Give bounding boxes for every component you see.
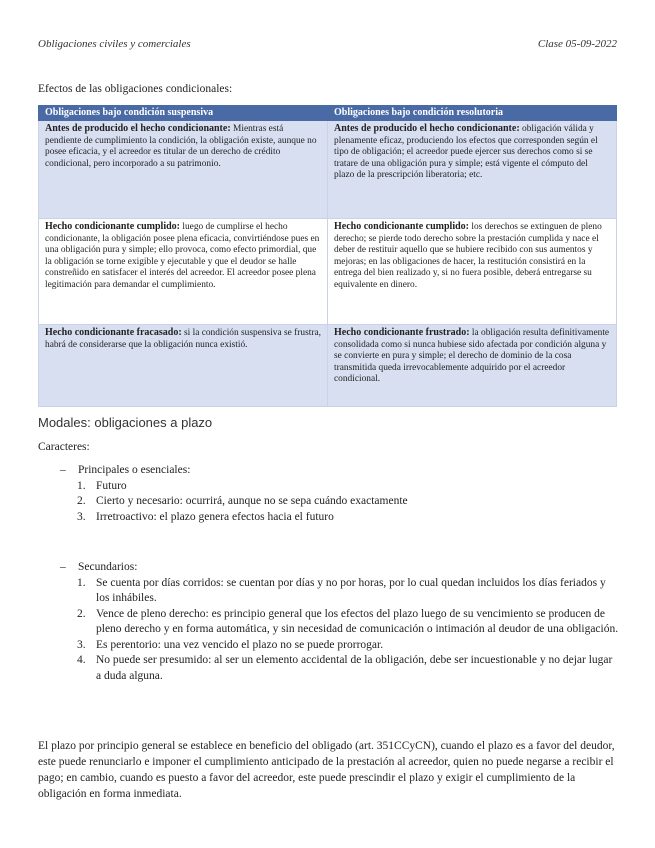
list-title: Secundarios: bbox=[78, 561, 138, 573]
list-item: 1. Se cuenta por días corridos: se cuentan por días y no por horas, por lo cual quedan incluidos los días feriados y los inhábiles. bbox=[77, 576, 606, 604]
cell-text: los derechos se extinguen de pleno derecho; se pierde todo derecho sobre la prestación cumplida y nace el deber de restituir aquello que se hubiere recibido con sus aumentos y mejoras; en las obligaciones de hacer, la restitución consistirá en la entrega del bien realizado y, si no fuera posible, deberá entregarse su equivalente en dinero. bbox=[334, 222, 602, 290]
cell-text: si la condición suspensiva se frustra, habrá de considerarse que la obligación nunca existió. bbox=[45, 328, 321, 350]
cell-heading: Antes de producido el hecho condicionante: bbox=[334, 123, 520, 135]
page-header bbox=[38, 38, 617, 54]
list-item: 1. Futuro bbox=[77, 479, 127, 492]
secundarios-list bbox=[60, 560, 620, 684]
table-cell bbox=[39, 325, 328, 407]
header-class-date: Clase 05-09-2022 bbox=[537, 38, 617, 50]
cell-text: obligación válida y plenamente eficaz, produciendo los efectos que corresponden según el tipo de obligación; el acreedor puede ejercer sus derechos como si se tratare de una obligación pura y simple; está vigente el cómputo del plazo de la prescripción liberatoria; etc. bbox=[334, 124, 598, 181]
list-item: 2. Vence de pleno derecho: es principio general que los efectos del plazo luego de su vencimiento se producen de pleno derecho y en forma automática, y sin necesidad de comunicación o intimación al deudor de una obligación. bbox=[77, 607, 619, 635]
cell-text: la obligación resulta definitivamente consolidada como si nunca hubiese sido afectada por condición alguna y se convierte en pura y simple; el derecho de dominio de la cosa transmitida queda irrevocablemente adquirido por el acreedor condicional. bbox=[334, 328, 610, 385]
table-cell bbox=[39, 219, 328, 325]
principales-list bbox=[60, 463, 620, 525]
table-row bbox=[39, 325, 617, 407]
conditions-table bbox=[38, 105, 617, 407]
list-title: Principales o esenciales: bbox=[78, 464, 191, 476]
cell-heading: Hecho condicionante fracasado: bbox=[45, 327, 182, 339]
list-item: 3. Irretroactivo: el plazo genera efectos hacia el futuro bbox=[77, 510, 334, 523]
list-item: 3. Es perentorio: una vez vencido el plazo no se puede prorrogar. bbox=[77, 638, 384, 651]
list-dash: – bbox=[60, 464, 66, 476]
header-course-title: Obligaciones civiles y comerciales bbox=[38, 38, 191, 50]
cell-heading: Hecho condicionante frustrado: bbox=[334, 327, 470, 339]
table-cell bbox=[328, 325, 617, 407]
column-header-resolutoria: Obligaciones bajo condición resolutoria bbox=[328, 106, 617, 121]
caracteres-label: Caracteres: bbox=[38, 441, 90, 453]
cell-text: luego de cumplirse el hecho condicionante, la obligación posee plena eficacia, convirtiéndose pues en una obligación pura y simple; ello provoca, como efecto primordial, que la obligación se torne exigible y ejecutable y que el deudor se halle constreñido en satisfacer el interés del acreedor. El acreedor posee plena legitimación para demandar el cumplimiento. bbox=[45, 222, 320, 290]
table-cell bbox=[328, 219, 617, 325]
intro-text: Efectos de las obligaciones condicionales: bbox=[38, 83, 233, 95]
table-header-row bbox=[39, 106, 617, 121]
table-row bbox=[39, 121, 617, 219]
list-item: 4. No puede ser presumido: al ser un elemento accidental de la obligación, debe ser incuestionable y no dejar lugar a duda alguna. bbox=[77, 654, 613, 682]
table-cell bbox=[328, 121, 617, 219]
closing-paragraph: El plazo por principio general se establece en beneficio del obligado (art. 351CCyCN), cuando el plazo es a favor del deudor, este puede renunciarlo e imponer el cumplimiento anticipado de la prestación al acreedor, quien no puede negarse a recibir el pago; en cambio, cuando es puesto a favor del acreedor, este puede prescindir el plazo y exigir el cumplimiento de la obligación en forma inmediata. bbox=[38, 740, 615, 800]
table-cell bbox=[39, 121, 328, 219]
table-row bbox=[39, 219, 617, 325]
list-item: 2. Cierto y necesario: ocurrirá, aunque no se sepa cuándo exactamente bbox=[77, 495, 408, 507]
column-header-suspensiva: Obligaciones bajo condición suspensiva bbox=[39, 106, 328, 121]
section-title: Modales: obligaciones a plazo bbox=[38, 415, 213, 430]
list-dash: – bbox=[60, 561, 66, 573]
cell-heading: Hecho condicionante cumplido: bbox=[45, 221, 181, 233]
cell-heading: Antes de producido el hecho condicionante: bbox=[45, 123, 231, 135]
cell-heading: Hecho condicionante cumplido: bbox=[334, 221, 470, 233]
cell-text: Mientras está pendiente de cumplimiento la condición, la obligación existe, aunque no posee eficacia, y el acreedor es titular de un derecho de crédito condicional, pero incorporado a su patrimonio. bbox=[45, 124, 317, 169]
